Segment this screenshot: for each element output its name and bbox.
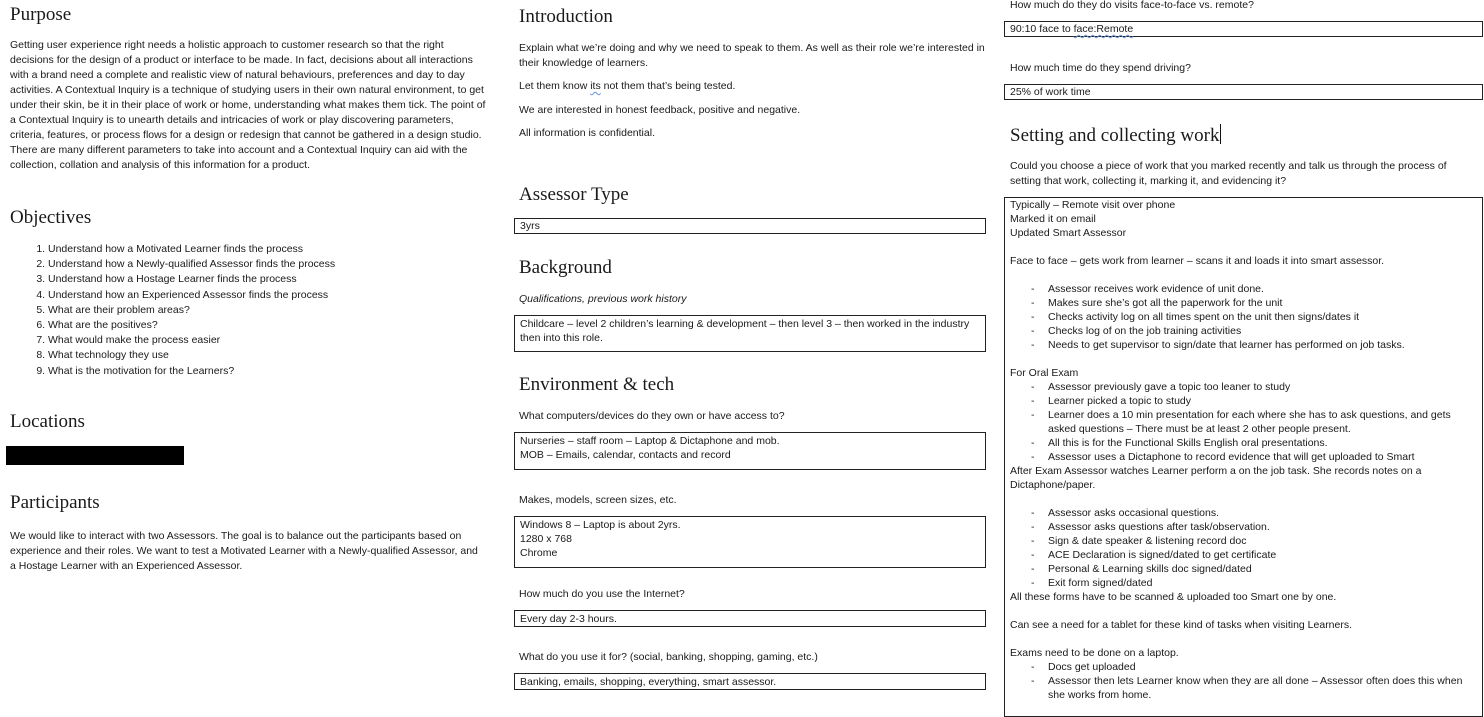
environment-q1: What computers/devices do they own or have access to? [519, 410, 785, 422]
dash-item: - Docs get uploaded [1048, 660, 1477, 674]
answer-line [1010, 268, 1477, 282]
answer-line [1010, 240, 1477, 254]
dash-item: - Makes sure she’s got all the paperwork for the unit [1048, 296, 1477, 310]
visits-q2: How much time do they spend driving? [1010, 62, 1191, 74]
answer-line: Chrome [520, 547, 558, 559]
setting-question: Could you choose a piece of work that you marked recently and talk us through the process of setting that work, collecting it, marking it, and evidencing it? [1010, 160, 1447, 187]
introduction-p3: We are interested in honest feedback, positive and negative. [519, 104, 801, 116]
assessor-type-heading: Assessor Type [519, 184, 629, 205]
answer-line: Face to face – gets work from learner – scans it and loads it into smart assessor. [1010, 255, 1385, 267]
environment-q4: What do you use it for? (social, banking, shopping, gaming, etc.) [519, 651, 818, 663]
purpose-heading: Purpose [10, 4, 72, 25]
introduction-p2: Let them know its not them that’s being tested. [519, 80, 736, 92]
participants-body: We would like to interact with two Assessors. The goal is to balance out the participants based on experience and their roles. We want to test a Motivated Learner with a Newly-qualified Assessor, and a Hostage Learner with an Experienced Assessor. [10, 530, 478, 572]
dash-item: - Exit form signed/dated [1048, 576, 1477, 590]
objective-item: 4. Understand how an Experienced Assessor finds the process [48, 288, 508, 303]
environment-heading: Environment & tech [519, 374, 675, 395]
internet-purpose-answer[interactable]: Banking, emails, shopping, everything, smart assessor. [514, 673, 986, 690]
introduction-p4: All information is confidential. [519, 127, 655, 139]
objective-item: 9. What is the motivation for the Learners? [48, 364, 508, 379]
objectives-heading: Objectives [10, 207, 92, 228]
visits-answer[interactable]: 90:10 face to face:Remote [1004, 21, 1483, 37]
oral-exam-heading: For Oral Exam [1010, 367, 1079, 379]
exams-line: Exams need to be done on a laptop. [1010, 647, 1179, 659]
devices-answer[interactable] [514, 432, 986, 470]
answer-line: MOB – Emails, calendar, contacts and record [520, 449, 731, 461]
dash-item: - ACE Declaration is signed/dated to get certificate [1048, 548, 1477, 562]
after-exam-line: After Exam Assessor watches Learner perform a on the job task. She records notes on a Dictaphone/paper. [1010, 465, 1422, 491]
answer-line: Updated Smart Assessor [1010, 227, 1127, 239]
dash-item: - Assessor asks questions after task/observation. [1048, 520, 1477, 534]
text-cursor [1220, 124, 1221, 144]
spelling-flag: its [590, 80, 601, 92]
spelling-flag: face:Remote [1073, 23, 1134, 35]
dash-item: - Personal & Learning skills doc signed/dated [1048, 562, 1477, 576]
tablet-line: Can see a need for a tablet for these kind of tasks when visiting Learners. [1010, 619, 1353, 631]
locations-heading: Locations [10, 411, 85, 432]
purpose-body: Getting user experience right needs a holistic approach to customer research so that the right decisions for the design of a product or interface to be made. In fact, decisions about all interactions with a brand need a complete and realistic view of natural behaviours, preferences and day to day activities. A Contextual Inquiry is a technique of studying users in their own natural environment, to get under their skin, be it in their place of work or home, understanding what makes them tick. The point of a Contextual Inquiry is to unearth details and intricacies of work or play discovering parameters, criteria, features, or process flows for a design or redesign that cannot be gathered in a design studio. There are many different parameters to take into account and a Contextual Inquiry can aid with the collection, collation and analysis of this information for a product. [10, 39, 486, 171]
objective-item: 6. What are the positives? [48, 318, 508, 333]
objective-item: 7. What would make the process easier [48, 333, 508, 348]
setting-heading: Setting and collecting work [1010, 125, 1220, 146]
assessor-type-answer[interactable]: 3yrs [514, 218, 986, 234]
dash-item: - Needs to get supervisor to sign/date that learner has performed on job tasks. [1048, 338, 1477, 352]
introduction-p1: Explain what we’re doing and why we need to speak to them. As well as their role we’re interested in their knowledge of learners. [519, 42, 985, 69]
participants-heading: Participants [10, 492, 100, 513]
dash-item: - Sign & date speaker & listening record doc [1048, 534, 1477, 548]
answer-line: Windows 8 – Laptop is about 2yrs. [520, 519, 681, 531]
models-answer[interactable] [514, 516, 986, 568]
objective-item: 3. Understand how a Hostage Learner finds the process [48, 272, 508, 287]
driving-answer[interactable]: 25% of work time [1004, 84, 1483, 100]
answer-line: 1280 x 768 [520, 533, 572, 545]
redacted-location-block [6, 446, 184, 465]
internet-use-answer[interactable]: Every day 2-3 hours. [514, 610, 986, 627]
forms-line: All these forms have to be scanned & uploaded too Smart one by one. [1010, 591, 1337, 603]
environment-q2: Makes, models, screen sizes, etc. [519, 494, 677, 506]
dash-item: - Learner does a 10 min presentation for each where she has to ask questions, and gets asked questions – There must be at least 2 other people present. [1048, 408, 1477, 436]
environment-q3: How much do you use the Internet? [519, 588, 685, 600]
dash-item: - All this is for the Functional Skills English oral presentations. [1048, 436, 1477, 450]
background-answer[interactable]: Childcare – level 2 children’s learning & development – then level 3 – then worked in the industry then into this role. [514, 315, 986, 352]
objective-item: 1. Understand how a Motivated Learner finds the process [48, 242, 508, 257]
introduction-heading: Introduction [519, 6, 613, 27]
background-heading: Background [519, 257, 612, 278]
dash-item: - Assessor uses a Dictaphone to record evidence that will get uploaded to Smart [1048, 450, 1477, 464]
dash-item: - Assessor receives work evidence of unit done. [1048, 282, 1477, 296]
objectives-list [10, 242, 508, 379]
dash-item: - Assessor previously gave a topic too leaner to study [1048, 380, 1477, 394]
dash-item: - Assessor then lets Learner know when they are all done – Assessor often does this when she works from home. [1048, 674, 1477, 702]
answer-line: Marked it on email [1010, 213, 1096, 225]
dash-item: - Assessor asks occasional questions. [1048, 506, 1477, 520]
setting-answer[interactable] [1004, 197, 1483, 717]
dash-item: - Checks log of on the job training activities [1048, 324, 1477, 338]
answer-line: Typically – Remote visit over phone [1010, 199, 1176, 211]
objective-item: 5. What are their problem areas? [48, 303, 508, 318]
dash-item: - Checks activity log on all times spent on the unit then signs/dates it [1048, 310, 1477, 324]
background-prompt: Qualifications, previous work history [519, 293, 687, 305]
answer-line: Nurseries – staff room – Laptop & Dictaphone and mob. [520, 435, 780, 447]
dash-item: - Learner picked a topic to study [1048, 394, 1477, 408]
objective-item: 8. What technology they use [48, 348, 508, 363]
visits-q1: How much do they do visits face-to-face vs. remote? [1010, 0, 1254, 11]
objective-item: 2. Understand how a Newly-qualified Assessor finds the process [48, 257, 508, 272]
